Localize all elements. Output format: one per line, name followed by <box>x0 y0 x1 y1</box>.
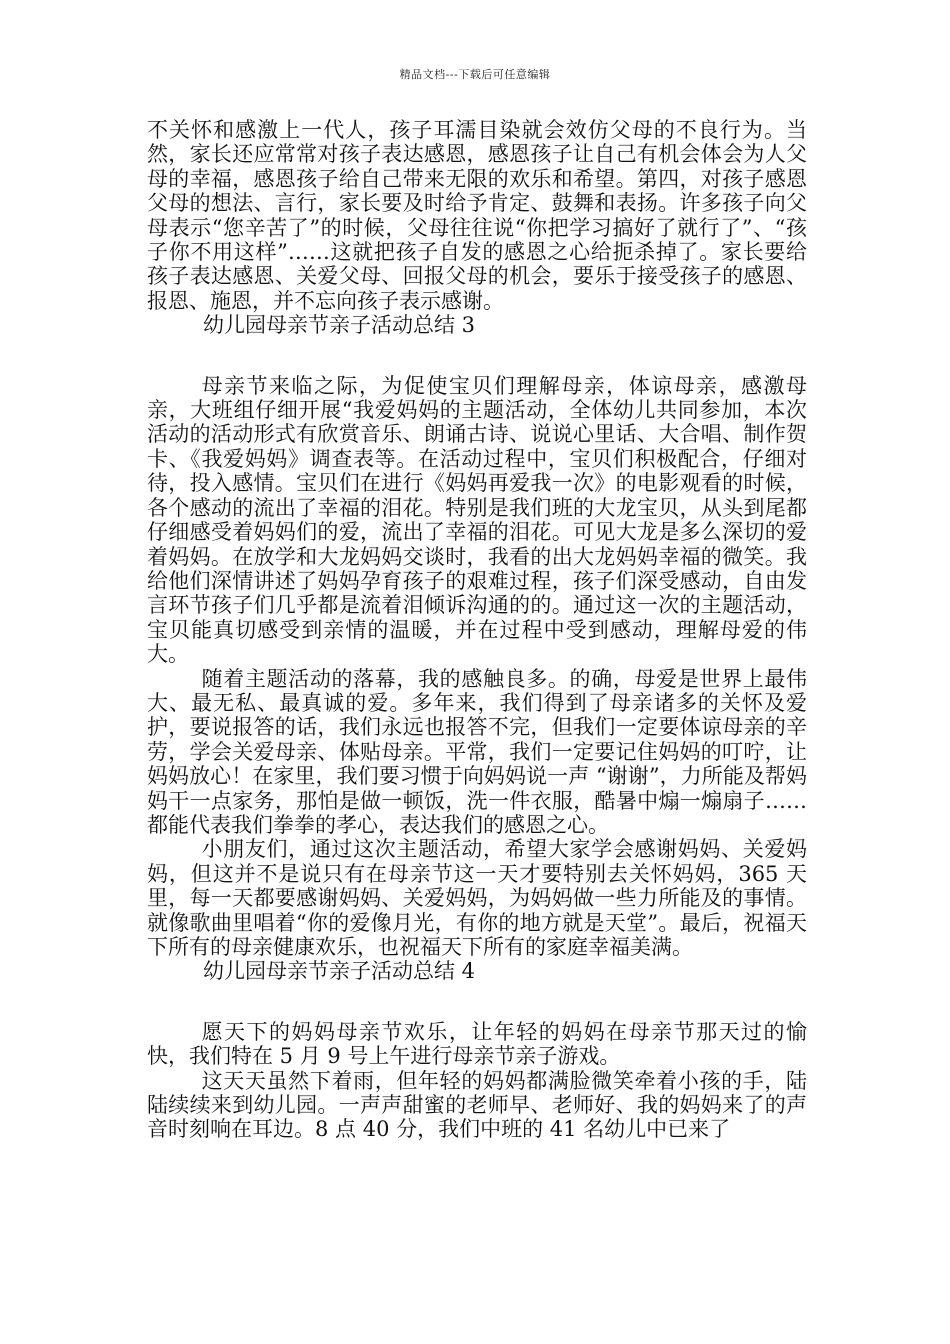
spacer <box>147 984 807 1020</box>
section-heading: 幼儿园母亲节亲子活动总结 4 <box>203 959 476 984</box>
document-body <box>147 118 807 1142</box>
paragraph: 小朋友们，通过这次主题活动，希望大家学会感谢妈妈、关爱妈妈，但这并不是说只有在母亲节这一天才要特别去关怀妈妈，365 天里，每一天都要感谢妈妈、关爱妈妈，为妈妈做一些力所能及的事情。就像歌曲里唱着“你的爱像月光，有你的地方就是天堂”。最后，祝福天下所有的母亲健康欢乐，也祝福天下所有的家庭幸福美满。 <box>147 837 807 959</box>
paragraph: 愿天下的妈妈母亲节欢乐，让年轻的妈妈在母亲节那天过的愉快，我们特在 5 月 9 号上午进行母亲节亲子游戏。 <box>147 1019 807 1069</box>
paragraph: 这天天虽然下着雨，但年轻的妈妈都满脸微笑牵着小孩的手，陆陆续续来到幼儿园。一声声甜蜜的老师早、老师好、我的妈妈来了的声音时刻响在耳边。8 点 40 分，我们中班的 41 名幼儿中已来了 <box>147 1068 807 1142</box>
section-heading: 幼儿园母亲节亲子活动总结 3 <box>203 313 476 338</box>
paragraph: 随着主题活动的落幕，我的感触良多。的确，母爱是世界上最伟大、最无私、最真诚的爱。多年来，我们得到了母亲诸多的关怀及爱护，要说报答的话，我们永远也报答不完，但我们一定要体谅母亲的辛劳，学会关爱母亲、体贴母亲。平常，我们一定要记住妈妈的叮咛，让妈妈放心！在家里，我们要习惯于向妈妈说一声 “谢谢”，力所能及帮妈妈干一点家务，那怕是做一顿饭，洗一件衣服，酷暑中煽一煽扇子……都能代表我们拳拳的孝心，表达我们的感恩之心。 <box>147 666 807 837</box>
paragraph: 不关怀和感激上一代人，孩子耳濡目染就会效仿父母的不良行为。当然，家长还应常常对孩子表达感恩，感恩孩子让自己有机会体会为人父母的幸福，感恩孩子给自己带来无限的欢乐和希望。第四，对孩子感恩父母的想法、言行，家长要及时给予肯定、鼓舞和表扬。许多孩子向父母表示“您辛苦了”的时候，父母往往说“你把学习搞好了就行了”、“孩子你不用这样”……这就把孩子自发的感恩之心给扼杀掉了。家长要给孩子表达感恩、关爱父母、回报父母的机会，要乐于接受孩子的感恩、报恩、施恩，并不忘向孩子表示感谢。 <box>147 118 807 313</box>
spacer <box>147 338 807 374</box>
page-header: 精品文档---下载后可任意编辑 <box>399 68 551 81</box>
paragraph: 母亲节来临之际，为促使宝贝们理解母亲，体谅母亲，感激母亲，大班组仔细开展“我爱妈妈的主题活动，全体幼儿共同参加，本次活动的活动形式有欣赏音乐、朗诵古诗、说说心里话、大合唱、制作贺卡、《我爱妈妈》调查表等。在活动过程中，宝贝们积极配合，仔细对待，投入感情。宝贝们在进行《妈妈再爱我一次》的电影观看的时候，各个感动的流出了幸福的泪花。特别是我们班的大龙宝贝，从头到尾都仔细感受着妈妈们的爱，流出了幸福的泪花。可见大龙是多么深切的爱着妈妈。在放学和大龙妈妈交谈时，我看的出大龙妈妈幸福的微笑。我给他们深情讲述了妈妈孕育孩子的艰难过程，孩子们深受感动，自由发言环节孩子们几乎都是流着泪倾诉沟通的的。通过这一次的主题活动，宝贝能真切感受到亲情的温暖，并在过程中受到感动，理解母爱的伟大。 <box>147 373 807 667</box>
